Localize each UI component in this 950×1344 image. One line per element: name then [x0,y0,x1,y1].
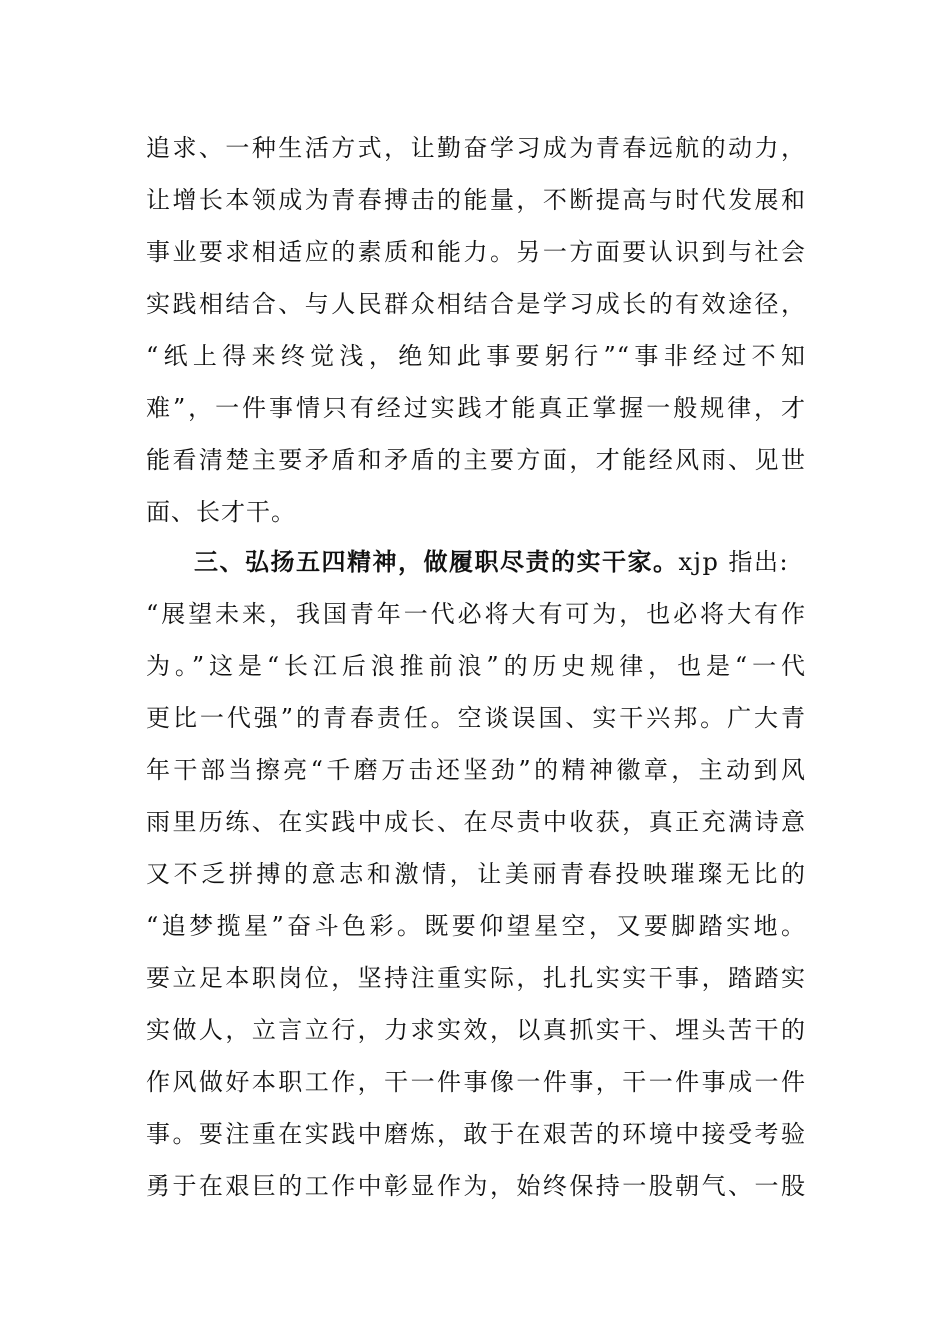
text-line: 作风做好本职工作，干一件事像一件事，干一件事成一件 [146,1068,806,1096]
text-line: 实践相结合、与人民群众相结合是学习成长的有效途径， [146,290,806,318]
paragraph-may-fourth [146,536,806,1212]
text-line: 年干部当擦亮“千磨万击还坚劲”的精神徽章，主动到风 [146,756,806,784]
text-line: 勇于在艰巨的工作中彰显作为，始终保持一股朝气、一股 [146,1172,806,1200]
paragraph-study [146,122,806,538]
text-line: 要立足本职岗位，坚持注重实际，扎扎实实干事，踏踏实 [146,964,806,992]
heading-line-text: xjp 指出: [678,548,790,576]
text-line: “追梦揽星”奋斗色彩。既要仰望星空，又要脚踏实地。 [146,912,806,940]
section-heading: 三、弘扬五四精神，做履职尽责的实干家。 [194,547,679,576]
text-line: 追求、一种生活方式，让勤奋学习成为青春远航的动力， [146,134,806,162]
text-line: 让增长本领成为青春搏击的能量，不断提高与时代发展和 [146,186,806,214]
section-heading-line [146,536,806,588]
text-line: 更比一代强”的青春责任。空谈误国、实干兴邦。广大青 [146,704,806,732]
text-line: “展望未来，我国青年一代必将大有可为，也必将大有作 [146,600,806,628]
text-line: 能看清楚主要矛盾和矛盾的主要方面，才能经风雨、见世 [146,446,806,474]
text-line: 实做人，立言立行，力求实效，以真抓实干、埋头苦干的 [146,1016,806,1044]
text-line: 面、长才干。 [146,498,296,526]
text-line: 事业要求相适应的素质和能力。另一方面要认识到与社会 [146,238,806,266]
text-line: 为。”这是“长江后浪推前浪”的历史规律，也是“一代 [146,652,806,680]
text-line: 事。要注重在实践中磨炼，敢于在艰苦的环境中接受考验 [146,1120,806,1148]
text-line: 难”，一件事情只有经过实践才能真正掌握一般规律，才 [146,394,806,422]
text-line: 雨里历练、在实践中成长、在尽责中收获，真正充满诗意 [146,808,806,836]
text-line: “纸上得来终觉浅，绝知此事要躬行”“事非经过不知 [146,342,806,370]
text-line: 又不乏拼搏的意志和激情，让美丽青春投映璀璨无比的 [146,860,806,888]
